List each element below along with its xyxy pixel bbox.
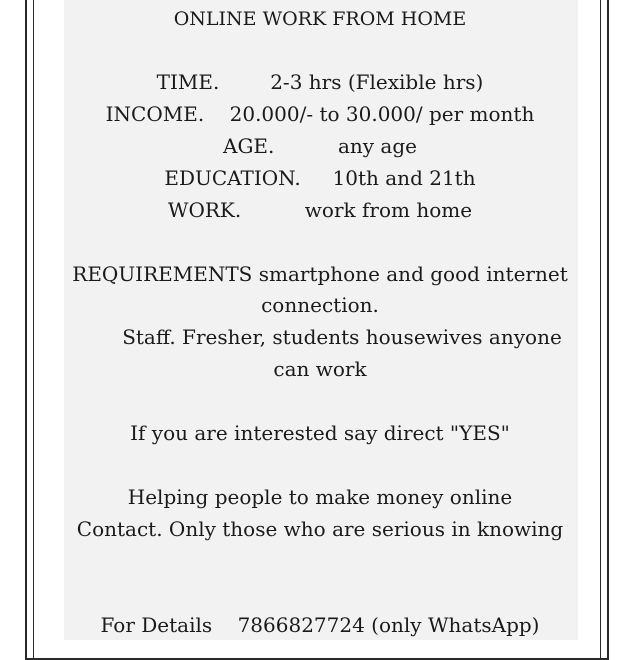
time-detail: TIME. 2-3 hrs (Flexible hrs) xyxy=(156,70,484,94)
flyer-panel xyxy=(64,0,578,640)
education-detail: EDUCATION. 10th and 21th xyxy=(164,166,476,190)
flyer-heading: ONLINE WORK FROM HOME xyxy=(173,8,467,30)
requirements-line-1: REQUIREMENTS smartphone and good internet xyxy=(72,262,568,286)
age-detail: AGE. any age xyxy=(223,134,417,158)
for-details-line: For Details 7866827724 (only WhatsApp) xyxy=(100,613,540,637)
income-detail: INCOME. 20.000/- to 30.000/ per month xyxy=(105,102,535,126)
requirements-line-2: connection. xyxy=(261,293,379,317)
interest-line: If you are interested say direct "YES" xyxy=(130,421,510,445)
helping-line: Helping people to make money online xyxy=(127,485,513,509)
contact-line: Contact. Only those who are serious in knowing xyxy=(76,517,564,541)
work-detail: WORK. work from home xyxy=(167,198,473,222)
staff-line-1: Staff. Fresher, students housewives anyone xyxy=(122,325,562,349)
staff-line-2: can work xyxy=(273,357,367,381)
